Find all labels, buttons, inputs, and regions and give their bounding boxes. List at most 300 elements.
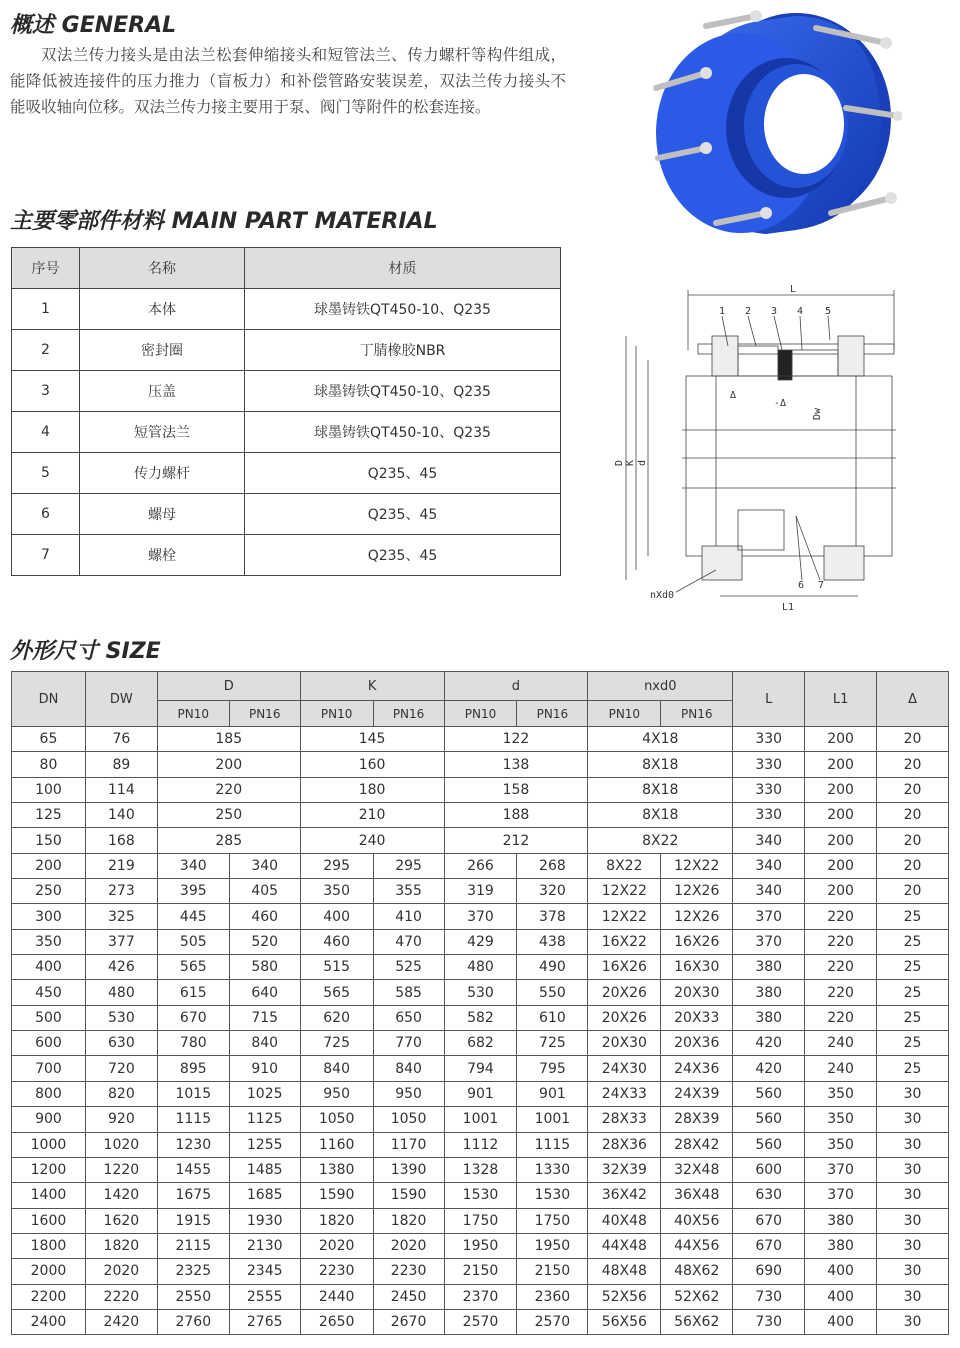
cell: 515 [300, 955, 373, 980]
cell: 200 [805, 879, 877, 904]
cell: 25 [877, 929, 949, 954]
cell: 630 [85, 1031, 157, 1056]
cell: 2 [12, 330, 80, 371]
cell: 30 [877, 1157, 949, 1182]
cell: 340 [733, 828, 805, 853]
cell: 56X56 [588, 1309, 661, 1334]
cell: 2760 [157, 1309, 229, 1334]
table-row [12, 853, 949, 878]
cell: 550 [517, 980, 588, 1005]
cell: 48X48 [588, 1259, 661, 1284]
cell: 1820 [373, 1208, 444, 1233]
header-index: 序号 [12, 248, 80, 289]
cell: 530 [444, 980, 517, 1005]
header-K: K [300, 672, 444, 701]
header-nxd0: nxd0 [588, 672, 733, 701]
cell: 240 [805, 1031, 877, 1056]
cell: 24X36 [661, 1056, 733, 1081]
cell: 920 [85, 1107, 157, 1132]
header-name: 名称 [80, 248, 245, 289]
cell: 1530 [444, 1183, 517, 1208]
cell: 1115 [157, 1107, 229, 1132]
cell: 220 [157, 777, 300, 802]
cell: 12X26 [661, 879, 733, 904]
table-row [12, 955, 949, 980]
cell: 2360 [517, 1284, 588, 1309]
cell: 240 [805, 1056, 877, 1081]
cell: 压盖 [80, 371, 245, 412]
cell: 2420 [85, 1309, 157, 1334]
header-material: 材质 [245, 248, 561, 289]
cell: 2570 [517, 1309, 588, 1334]
cell: 1330 [517, 1157, 588, 1182]
cell: 565 [300, 980, 373, 1005]
cell: 2000 [12, 1259, 86, 1284]
cell: 20 [877, 879, 949, 904]
part-label-1: 1 [719, 306, 726, 317]
header-dw: DW [85, 672, 157, 727]
table-row [12, 1157, 949, 1182]
cell: 1001 [517, 1107, 588, 1132]
cell: 20X33 [661, 1005, 733, 1030]
cell: 300 [12, 904, 86, 929]
cell: 200 [157, 752, 300, 777]
cell: 620 [300, 1005, 373, 1030]
cell: 密封圈 [80, 330, 245, 371]
cell: 12X22 [588, 879, 661, 904]
cell: 350 [805, 1107, 877, 1132]
cell: Q235、45 [245, 535, 561, 576]
cell: 200 [805, 777, 877, 802]
cell: 球墨铸铁QT450-10、Q235 [245, 412, 561, 453]
cell: 370 [805, 1157, 877, 1182]
cell: 122 [444, 727, 588, 752]
cell: 150 [12, 828, 86, 853]
cell: 378 [517, 904, 588, 929]
cell: 1800 [12, 1233, 86, 1258]
cell: 400 [805, 1309, 877, 1334]
header-L1: L1 [805, 672, 877, 727]
header-pn10: PN10 [300, 701, 373, 727]
material-table [11, 247, 561, 576]
cell: 1050 [300, 1107, 373, 1132]
cell: 220 [805, 1005, 877, 1030]
cell: 1590 [373, 1183, 444, 1208]
part-label-3: 3 [771, 306, 778, 317]
cell: 840 [373, 1056, 444, 1081]
cell: 600 [733, 1157, 805, 1182]
cell: 7 [12, 535, 80, 576]
cell: 20 [877, 727, 949, 752]
cell: 2020 [85, 1259, 157, 1284]
cell: 2765 [229, 1309, 300, 1334]
cell: 470 [373, 929, 444, 954]
cell: 1025 [229, 1081, 300, 1106]
size-header-row [12, 672, 949, 701]
cell: 2670 [373, 1309, 444, 1334]
cell: 350 [12, 929, 86, 954]
cell: 30 [877, 1132, 949, 1157]
cell: 30 [877, 1284, 949, 1309]
cell: 20 [877, 853, 949, 878]
cell: 20X30 [661, 980, 733, 1005]
cell: 20X26 [588, 1005, 661, 1030]
cell: 20 [877, 752, 949, 777]
cell: 2230 [300, 1259, 373, 1284]
cell: 12X22 [661, 853, 733, 878]
table-row [12, 289, 561, 330]
cell: 76 [85, 727, 157, 752]
cell: 4X18 [588, 727, 733, 752]
cell: 250 [12, 879, 86, 904]
cell: 670 [157, 1005, 229, 1030]
part-label-2: 2 [745, 306, 752, 317]
cell: 32X48 [661, 1157, 733, 1182]
cell: 1420 [85, 1183, 157, 1208]
cell: 795 [517, 1056, 588, 1081]
cell: 380 [733, 1005, 805, 1030]
cell: 1001 [444, 1107, 517, 1132]
cell: 8X22 [588, 853, 661, 878]
table-row [12, 752, 949, 777]
cell: 610 [517, 1005, 588, 1030]
cell: 1820 [85, 1233, 157, 1258]
cell: 25 [877, 955, 949, 980]
header-dn: DN [12, 672, 86, 727]
cell: 16X26 [588, 955, 661, 980]
cell: 158 [444, 777, 588, 802]
cell: 200 [805, 803, 877, 828]
cell: 670 [733, 1233, 805, 1258]
dim-label-d: d [637, 459, 648, 466]
cell: 2450 [373, 1284, 444, 1309]
cell: 330 [733, 727, 805, 752]
table-row [12, 1081, 949, 1106]
table-row [12, 980, 949, 1005]
header-delta: Δ [877, 672, 949, 727]
cell: 传力螺杆 [80, 453, 245, 494]
cell: 400 [805, 1284, 877, 1309]
cell: 220 [805, 929, 877, 954]
table-row [12, 828, 949, 853]
cell: 1590 [300, 1183, 373, 1208]
table-row [12, 929, 949, 954]
cell: 377 [85, 929, 157, 954]
table-row [12, 1259, 949, 1284]
cell: 6 [12, 494, 80, 535]
cell: 490 [517, 955, 588, 980]
cell: 730 [733, 1309, 805, 1334]
cell: 28X33 [588, 1107, 661, 1132]
dim-label-K: K [625, 459, 636, 466]
table-row [12, 727, 949, 752]
cell: 380 [805, 1233, 877, 1258]
cell: 1015 [157, 1081, 229, 1106]
cell: 44X48 [588, 1233, 661, 1258]
cell: 1255 [229, 1132, 300, 1157]
cell: 20X30 [588, 1031, 661, 1056]
header-L: L [733, 672, 805, 727]
cell: 380 [805, 1208, 877, 1233]
cell: Q235、45 [245, 494, 561, 535]
cell: 295 [373, 853, 444, 878]
cell: 114 [85, 777, 157, 802]
cell: 25 [877, 1005, 949, 1030]
cell: 600 [12, 1031, 86, 1056]
cell: 1950 [517, 1233, 588, 1258]
cell: 266 [444, 853, 517, 878]
cell: 16X30 [661, 955, 733, 980]
cell: 400 [300, 904, 373, 929]
cell: 505 [157, 929, 229, 954]
cell: 325 [85, 904, 157, 929]
cell: 480 [444, 955, 517, 980]
table-row [12, 1309, 949, 1334]
cell: 145 [300, 727, 444, 752]
cell: 1950 [444, 1233, 517, 1258]
cell: 350 [300, 879, 373, 904]
cell: 2570 [444, 1309, 517, 1334]
table-row [12, 1107, 949, 1132]
table-row [12, 1208, 949, 1233]
cell: 565 [157, 955, 229, 980]
cell: 25 [877, 904, 949, 929]
cell: 420 [733, 1031, 805, 1056]
cell: 1390 [373, 1157, 444, 1182]
cell: 219 [85, 853, 157, 878]
cell: 820 [85, 1081, 157, 1106]
section-title-general: 概述 GENERAL [10, 13, 177, 38]
cell: 28X36 [588, 1132, 661, 1157]
table-row [12, 330, 561, 371]
cell: 210 [300, 803, 444, 828]
cell: 438 [517, 929, 588, 954]
part-label-4: 4 [797, 306, 804, 317]
cell: 40X48 [588, 1208, 661, 1233]
dim-label-L1: L1 [782, 602, 795, 613]
dim-label-minus-delta: -Δ [774, 398, 787, 409]
cell: 690 [733, 1259, 805, 1284]
cell: 180 [300, 777, 444, 802]
cell: 丁腈橡胶NBR [245, 330, 561, 371]
cell: 460 [229, 904, 300, 929]
cell: 1 [12, 289, 80, 330]
cell: 295 [300, 853, 373, 878]
cell: 780 [157, 1031, 229, 1056]
cell: 901 [517, 1081, 588, 1106]
cell: 200 [805, 853, 877, 878]
cell: 30 [877, 1107, 949, 1132]
cell: 285 [157, 828, 300, 853]
cell: 100 [12, 777, 86, 802]
size-table [11, 671, 949, 1335]
table-row [12, 1056, 949, 1081]
cell: 2230 [373, 1259, 444, 1284]
cell: 1170 [373, 1132, 444, 1157]
dim-label-L: L [790, 284, 797, 295]
cell: 450 [12, 980, 86, 1005]
cell: 330 [733, 803, 805, 828]
cell: 560 [733, 1132, 805, 1157]
cell: 2550 [157, 1284, 229, 1309]
header-pn10: PN10 [444, 701, 517, 727]
cell: 770 [373, 1031, 444, 1056]
cell: 340 [733, 879, 805, 904]
part-label-6: 6 [798, 580, 805, 591]
section-title-material: 主要零部件材料 MAIN PART MATERIAL [10, 209, 438, 234]
cell: 25 [877, 1031, 949, 1056]
cell: 380 [733, 955, 805, 980]
table-row [12, 803, 949, 828]
table-row [12, 1233, 949, 1258]
cell: 910 [229, 1056, 300, 1081]
table-row [12, 371, 561, 412]
cell: 560 [733, 1081, 805, 1106]
cell: 700 [12, 1056, 86, 1081]
cell: 1455 [157, 1157, 229, 1182]
dim-label-delta: Δ [730, 390, 737, 401]
cell: 650 [373, 1005, 444, 1030]
cell: 80 [12, 752, 86, 777]
cell: 36X48 [661, 1183, 733, 1208]
cell: 480 [85, 980, 157, 1005]
header-pn16: PN16 [229, 701, 300, 727]
cell: 2115 [157, 1233, 229, 1258]
cell: 2130 [229, 1233, 300, 1258]
cell: 24X39 [661, 1081, 733, 1106]
header-d: d [444, 672, 588, 701]
cell: 405 [229, 879, 300, 904]
cell: 8X18 [588, 777, 733, 802]
cell: 901 [444, 1081, 517, 1106]
table-row [12, 777, 949, 802]
cell: 1112 [444, 1132, 517, 1157]
cell: 2220 [85, 1284, 157, 1309]
cell: 426 [85, 955, 157, 980]
cell: 30 [877, 1208, 949, 1233]
cell: 2200 [12, 1284, 86, 1309]
cell: 螺母 [80, 494, 245, 535]
cell: 1750 [444, 1208, 517, 1233]
cell: 370 [805, 1183, 877, 1208]
dim-label-D: D [614, 459, 625, 466]
cell: 8X18 [588, 803, 733, 828]
table-row [12, 412, 561, 453]
cell: 560 [733, 1107, 805, 1132]
cell: 2150 [517, 1259, 588, 1284]
cell: 160 [300, 752, 444, 777]
cell: 30 [877, 1081, 949, 1106]
cell: 125 [12, 803, 86, 828]
cell: 1050 [373, 1107, 444, 1132]
cell: 1685 [229, 1183, 300, 1208]
header-D: D [157, 672, 300, 701]
cell: 1485 [229, 1157, 300, 1182]
cell: 1220 [85, 1157, 157, 1182]
table-row [12, 494, 561, 535]
cell: 185 [157, 727, 300, 752]
header-pn16: PN16 [373, 701, 444, 727]
cell: 220 [805, 980, 877, 1005]
cell: 20X26 [588, 980, 661, 1005]
cell: 36X42 [588, 1183, 661, 1208]
material-header-row [12, 248, 561, 289]
cell: 4 [12, 412, 80, 453]
cell: 1400 [12, 1183, 86, 1208]
cell: 580 [229, 955, 300, 980]
cell: 340 [733, 853, 805, 878]
cell: 球墨铸铁QT450-10、Q235 [245, 289, 561, 330]
cell: 840 [300, 1056, 373, 1081]
cell: 20X36 [661, 1031, 733, 1056]
cell: 1380 [300, 1157, 373, 1182]
header-pn10: PN10 [588, 701, 661, 727]
cell: 530 [85, 1005, 157, 1030]
cell: 48X62 [661, 1259, 733, 1284]
header-pn10: PN10 [157, 701, 229, 727]
cell: 212 [444, 828, 588, 853]
cell: 1675 [157, 1183, 229, 1208]
cell: 本体 [80, 289, 245, 330]
cell: 5 [12, 453, 80, 494]
table-row [12, 1132, 949, 1157]
table-row [12, 453, 561, 494]
cell: 370 [733, 929, 805, 954]
cell: 30 [877, 1259, 949, 1284]
cell: 2400 [12, 1309, 86, 1334]
cell: 56X62 [661, 1309, 733, 1334]
cell: 950 [373, 1081, 444, 1106]
cell: 16X22 [588, 929, 661, 954]
cell: 670 [733, 1208, 805, 1233]
cell: 273 [85, 879, 157, 904]
cell: 319 [444, 879, 517, 904]
cell: 900 [12, 1107, 86, 1132]
table-row [12, 1005, 949, 1030]
cell: 12X22 [588, 904, 661, 929]
cell: 200 [805, 752, 877, 777]
cell: 340 [229, 853, 300, 878]
cell: 1000 [12, 1132, 86, 1157]
general-description: 双法兰传力接头是由法兰松套伸缩接头和短管法兰、传力螺杆等构件组成，能降低被连接件的压力推力（盲板力）和补偿管路安装误差，双法兰传力接头不能吸收轴向位移。双法兰传力接主要用于泵、阀门等附件的松套连接。 [10, 46, 566, 116]
cell: 2555 [229, 1284, 300, 1309]
cell: 410 [373, 904, 444, 929]
cell: 1020 [85, 1132, 157, 1157]
cell: 球墨铸铁QT450-10、Q235 [245, 371, 561, 412]
cell: 3 [12, 371, 80, 412]
cell: 794 [444, 1056, 517, 1081]
cell: 715 [229, 1005, 300, 1030]
cell: 220 [805, 955, 877, 980]
cell: 20 [877, 777, 949, 802]
table-row [12, 1183, 949, 1208]
dim-label-nxd0: nXd0 [650, 590, 675, 601]
cell: 350 [805, 1132, 877, 1157]
cell: 30 [877, 1183, 949, 1208]
cell: 螺栓 [80, 535, 245, 576]
cell: 40X56 [661, 1208, 733, 1233]
cell: 20 [877, 828, 949, 853]
header-pn16: PN16 [661, 701, 733, 727]
cell: 445 [157, 904, 229, 929]
cell: 950 [300, 1081, 373, 1106]
section-title-size: 外形尺寸 SIZE [10, 639, 161, 664]
cell: 725 [517, 1031, 588, 1056]
cell: 30 [877, 1309, 949, 1334]
cell: 895 [157, 1056, 229, 1081]
cell: 400 [12, 955, 86, 980]
cell: 500 [12, 1005, 86, 1030]
